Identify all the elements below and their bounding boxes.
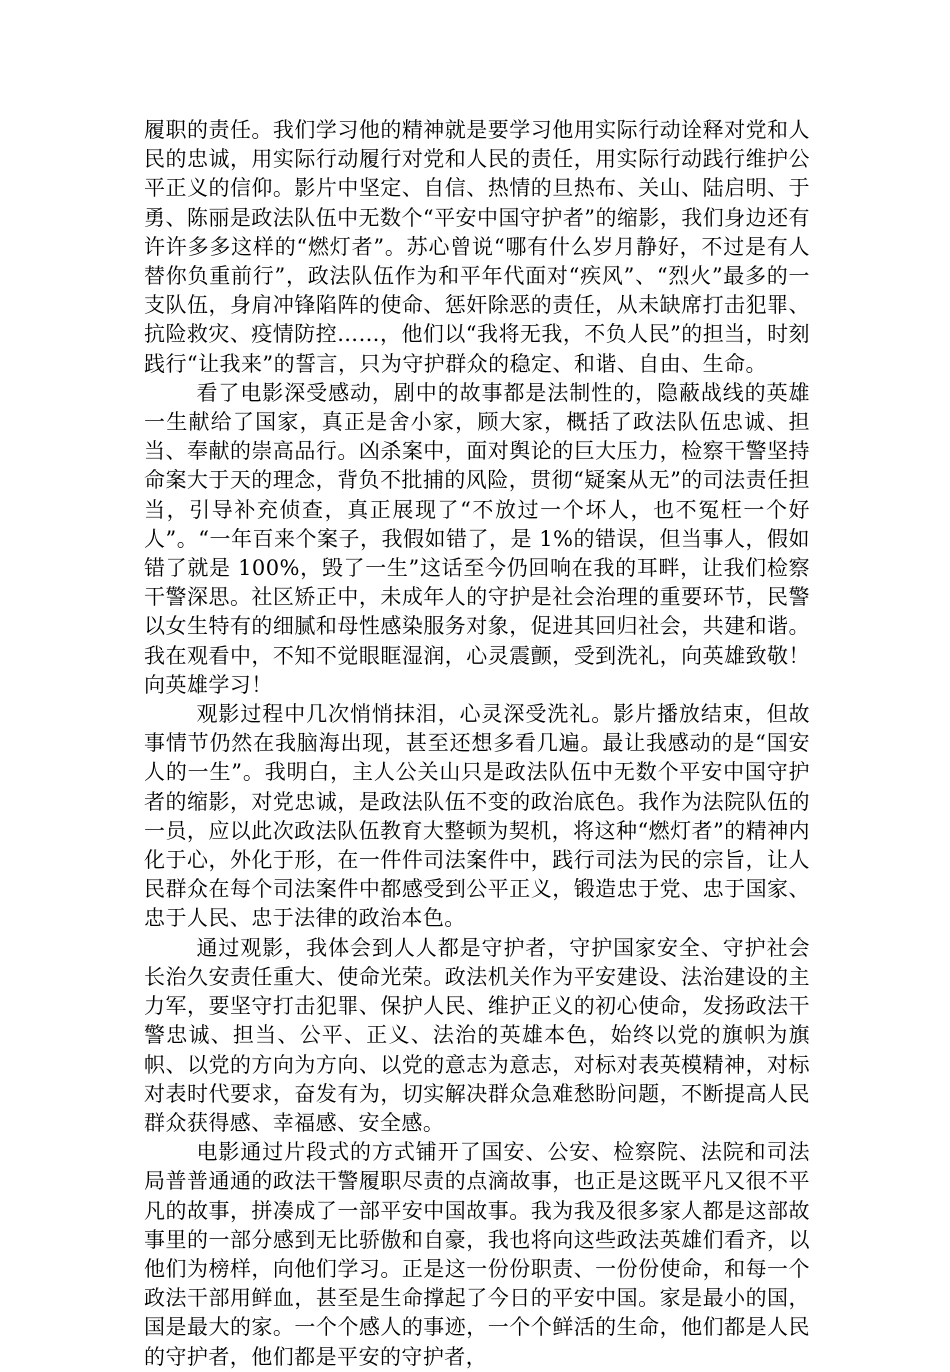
paragraph-1: 履职的责任。我们学习他的精神就是要学习他用实际行动诠释对党和人民的忠诚，用实际行动履行对党和人民的责任，用实际行动践行维护公平正义的信仰。影片中坚定、自信、热情的旦热布、关山、陆启明、于勇、陈丽是政法队伍中无数个“平安中国守护者”的缩影，我们身边还有许许多多这样的“燃灯者”。苏心曾说“哪有什么岁月静好，不过是有人替你负重前行”，政法队伍作为和平年代面对“疾风”、“烈火”最多的一支队伍，身肩冲锋陷阵的使命、惩奸除恶的责任，从未缺席打击犯罪、抗险救灾、疫情防控……，他们以“我将无我，不负人民”的担当，时刻践行“让我来”的誓言，只为守护群众的稳定、和谐、自由、生命。 (144, 118, 810, 376)
paragraph-3: 观影过程中几次悄悄抹泪，心灵深受洗礼。影片播放结束，但故事情节仍然在我脑海出现，甚至还想多看几遍。最让我感动的是“国安人的一生”。我明白，主人公关山只是政法队伍中无数个平安中国守护者的缩影，对党忠诚，是政法队伍不变的政治底色。我作为法院队伍的一员，应以此次政法队伍教育大整顿为契机，将这种“燃灯者”的精神内化于心，外化于形，在一件件司法案件中，践行司法为民的宗旨，让人民群众在每个司法案件中都感受到公平正义，锻造忠于党、忠于国家、忠于人民、忠于法律的政治本色。 (144, 702, 810, 931)
paragraph-5: 电影通过片段式的方式铺开了国安、公安、检察院、法院和司法局普普通通的政法干警履职尽责的点滴故事，也正是这既平凡又很不平凡的故事，拼凑成了一部平安中国故事。我为我及很多家人都是这部故事里的一部分感到无比骄傲和自豪，我也将向这些政法英雄们看齐，以他们为榜样，向他们学习。正是这一份份职责、一份份使命，和每一个政法干部用鲜血，甚至是生命撑起了今日的平安中国。家是最小的国，国是最大的家。一个个感人的事迹，一个个鲜活的生命，他们都是人民的守护者，他们都是平安的守护者， (144, 1140, 810, 1369)
paragraph-2: 看了电影深受感动，剧中的故事都是法制性的，隐蔽战线的英雄一生献给了国家，真正是舍小家，顾大家，概括了政法队伍忠诚、担当、奉献的崇高品行。凶杀案中，面对舆论的巨大压力，检察干警坚持命案大于天的理念，背负不批捕的风险，贯彻“疑案从无”的司法责任担当，引导补充侦查，真正展现了“不放过一个坏人，也不冤枉一个好人”。“一年百来个案子，我假如错了，是 1%的错误，但当事人，假如错了就是 100%，毁了一生”这话至今仍回响在我的耳畔，让我们检察干警深思。社区矫正中，未成年人的守护是社会治理的重要环节，民警以女生特有的细腻和母性感染服务对象，促进其回归社会，共建和谐。我在观看中，不知不觉眼眶湿润，心灵震颤，受到洗礼，向英雄致敬！向英雄学习！ (144, 380, 810, 697)
paragraph-4: 通过观影，我体会到人人都是守护者，守护国家安全、守护社会长治久安责任重大、使命光荣。政法机关作为平安建设、法治建设的主力军，要坚守打击犯罪、保护人民、维护正义的初心使命，发扬政法干警忠诚、担当、公平、正义、法治的英雄本色，始终以党的旗帜为旗帜、以党的方向为方向、以党的意志为意志，对标对表英模精神，对标对表时代要求，奋发有为，切实解决群众急难愁盼问题，不断提高人民群众获得感、幸福感、安全感。 (144, 935, 810, 1135)
document-body (144, 116, 810, 1372)
